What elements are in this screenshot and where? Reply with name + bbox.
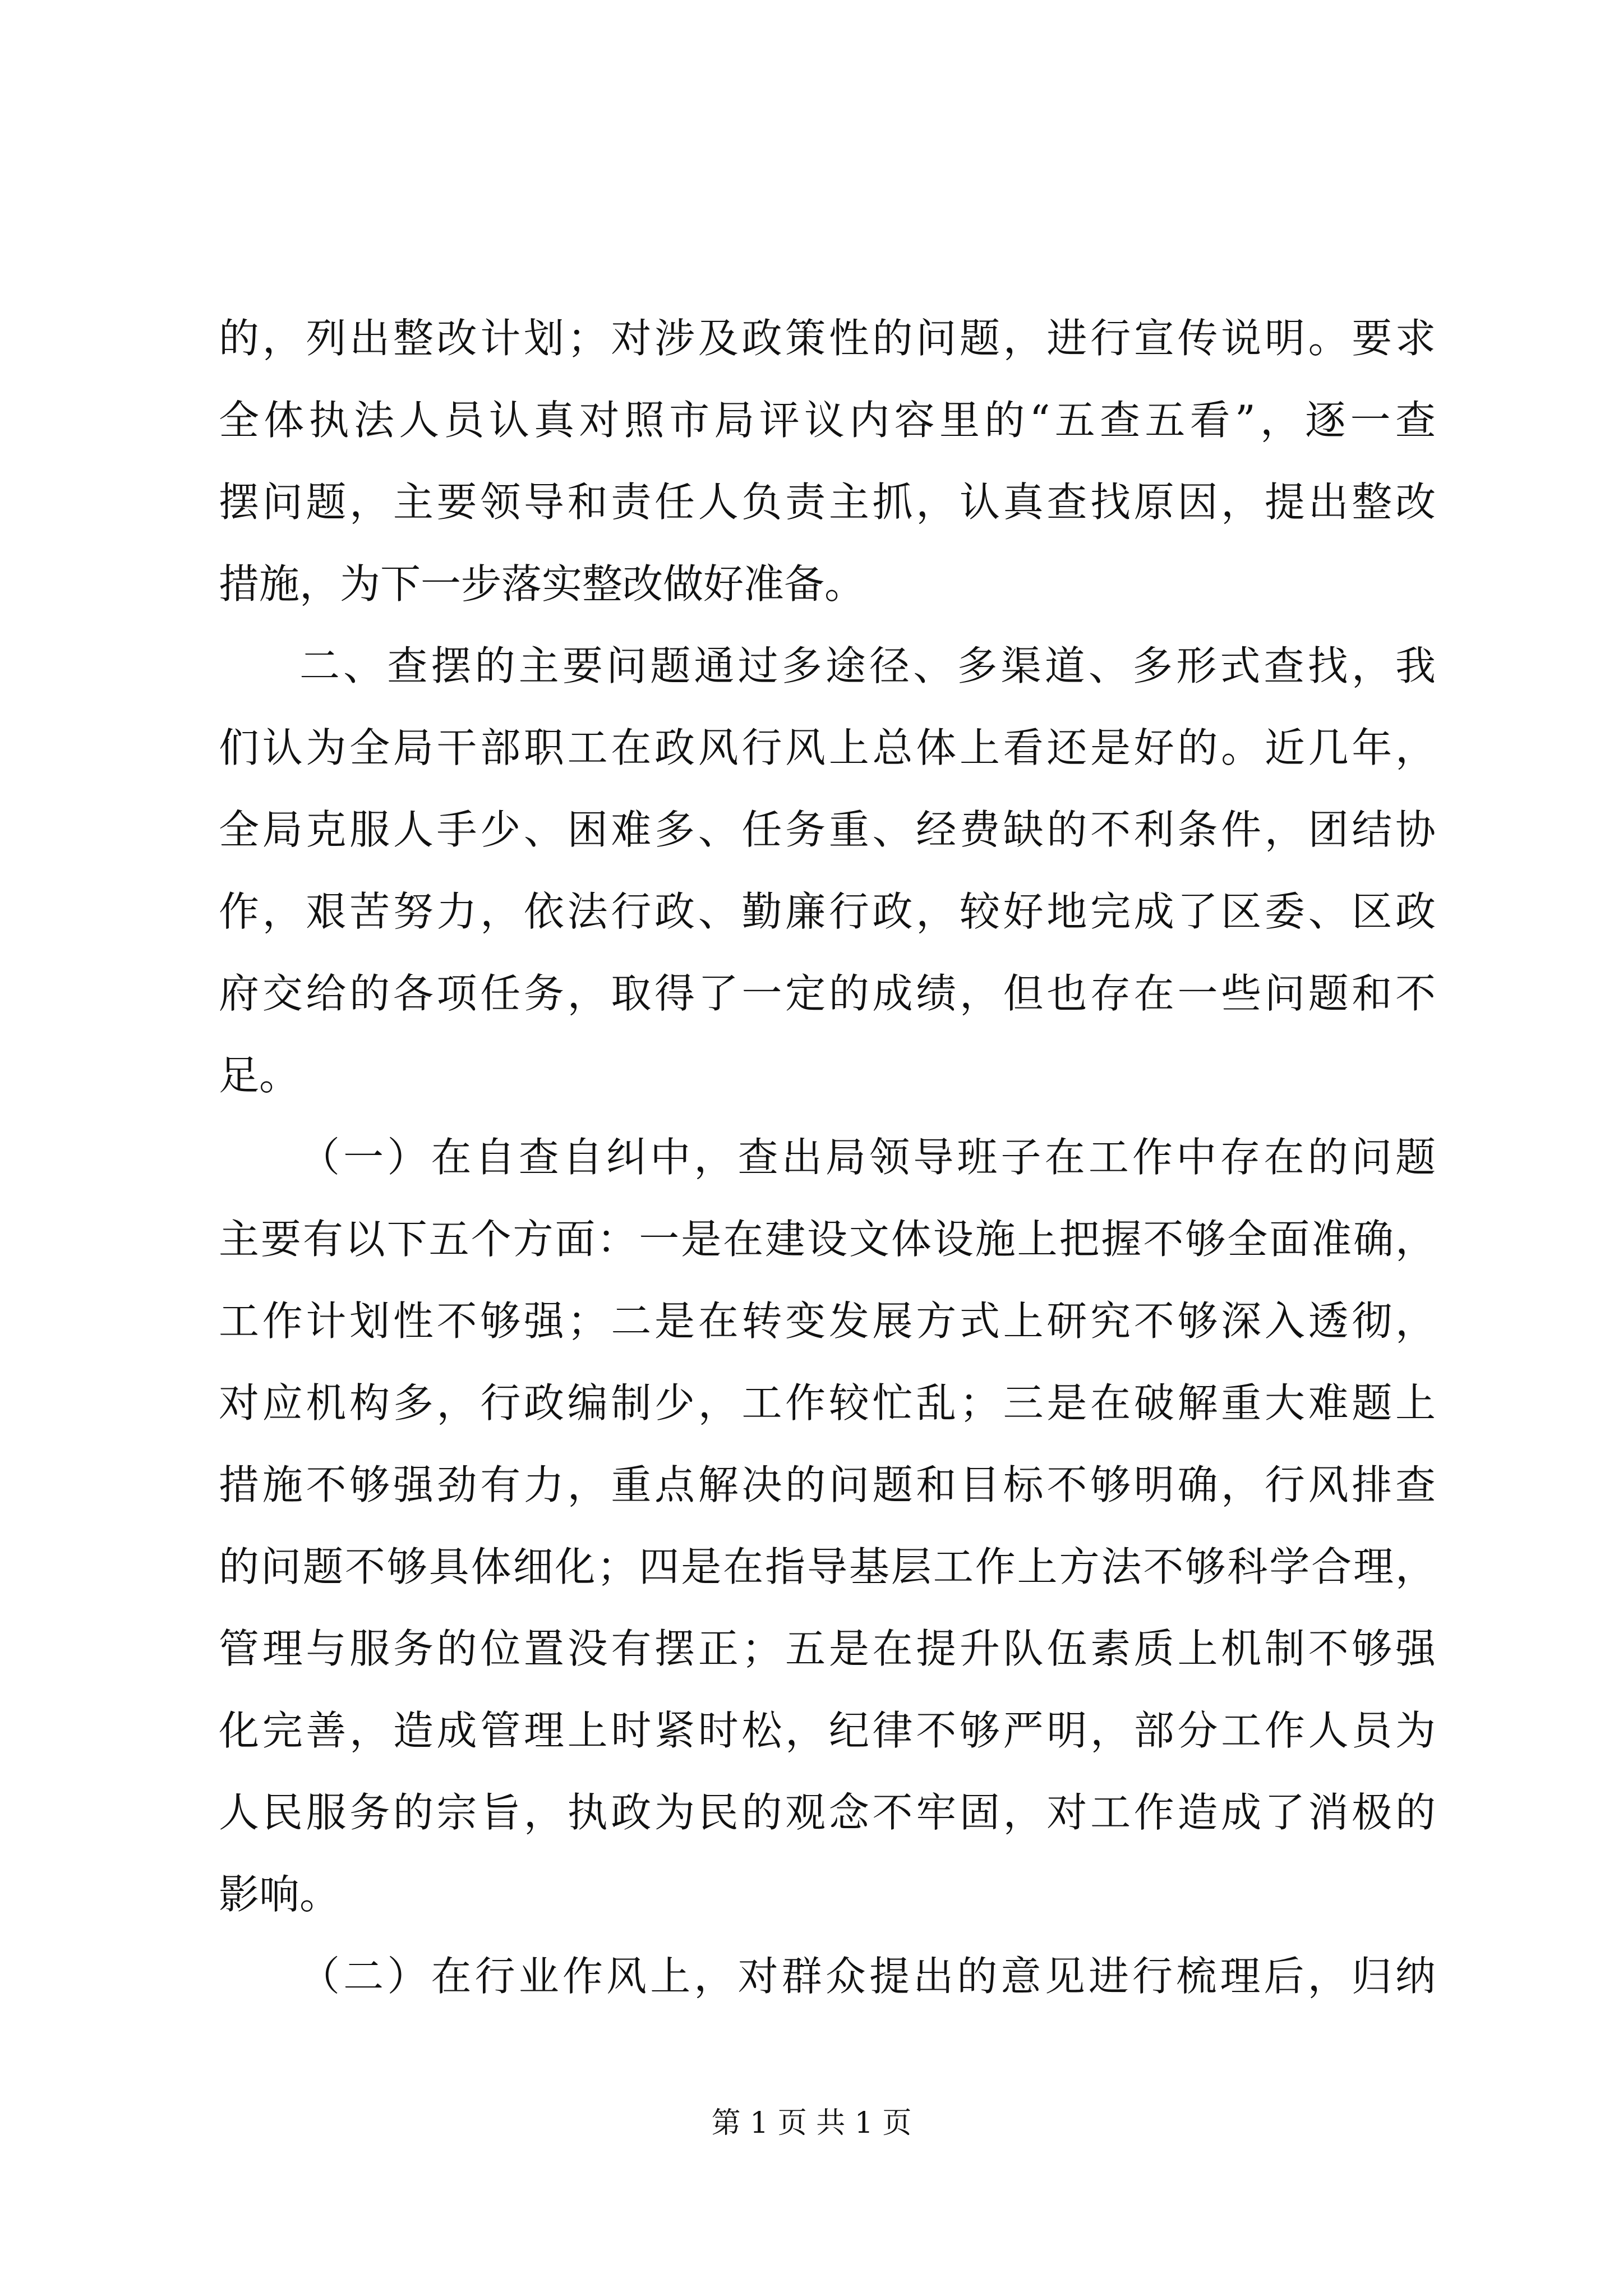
- text-line: 足。: [219, 1052, 300, 1099]
- text-line: 全体执法人员认真对照市局评议内容里的“五查五看”，逐一查: [219, 397, 1436, 444]
- text-line: 管理与服务的位置没有摆正；五是在提升队伍素质上机制不够强: [219, 1625, 1436, 1672]
- text-line: 二、查摆的主要问题通过多途径、多渠道、多形式查找，我: [299, 642, 1436, 689]
- text-line: 的，列出整改计划；对涉及政策性的问题，进行宣传说明。要求: [219, 315, 1436, 362]
- text-line: （一）在自查自纠中，查出局领导班子在工作中存在的问题: [299, 1134, 1436, 1181]
- text-line: 工作计划性不够强；二是在转变发展方式上研究不够深入透彻，: [219, 1297, 1436, 1345]
- text-line: 们认为全局干部职工在政风行风上总体上看还是好的。近几年，: [219, 724, 1436, 771]
- text-line: 人民服务的宗旨，执政为民的观念不牢固，对工作造成了消极的: [219, 1789, 1436, 1836]
- text-line: 府交给的各项任务，取得了一定的成绩，但也存在一些问题和不: [219, 970, 1436, 1017]
- page-footer: [0, 2106, 1623, 2140]
- text-line: 全局克服人手少、困难多、任务重、经费缺的不利条件，团结协: [219, 806, 1436, 853]
- text-line: 作，艰苦努力，依法行政、勤廉行政，较好地完成了区委、区政: [219, 888, 1436, 935]
- text-line: 化完善，造成管理上时紧时松，纪律不够严明，部分工作人员为: [219, 1707, 1436, 1754]
- text-line: 对应机构多，行政编制少，工作较忙乱；三是在破解重大难题上: [219, 1379, 1436, 1427]
- text-line: 措施，为下一步落实整改做好准备。: [219, 560, 865, 608]
- document-body: [219, 297, 1436, 2017]
- text-line: 摆问题，主要领导和责任人负责主抓，认真查找原因，提出整改: [219, 478, 1436, 526]
- text-line: 的问题不够具体细化；四是在指导基层工作上方法不够科学合理，: [219, 1543, 1436, 1590]
- text-line: 影响。: [219, 1871, 340, 1918]
- text-line: 主要有以下五个方面：一是在建设文体设施上把握不够全面准确，: [219, 1216, 1436, 1263]
- text-line: 措施不够强劲有力，重点解决的问题和目标不够明确，行风排查: [219, 1461, 1436, 1508]
- page-number-label: 第 1 页 共 1 页: [711, 2106, 912, 2140]
- text-line: （二）在行业作风上，对群众提出的意见进行梳理后，归纳: [299, 1953, 1436, 2000]
